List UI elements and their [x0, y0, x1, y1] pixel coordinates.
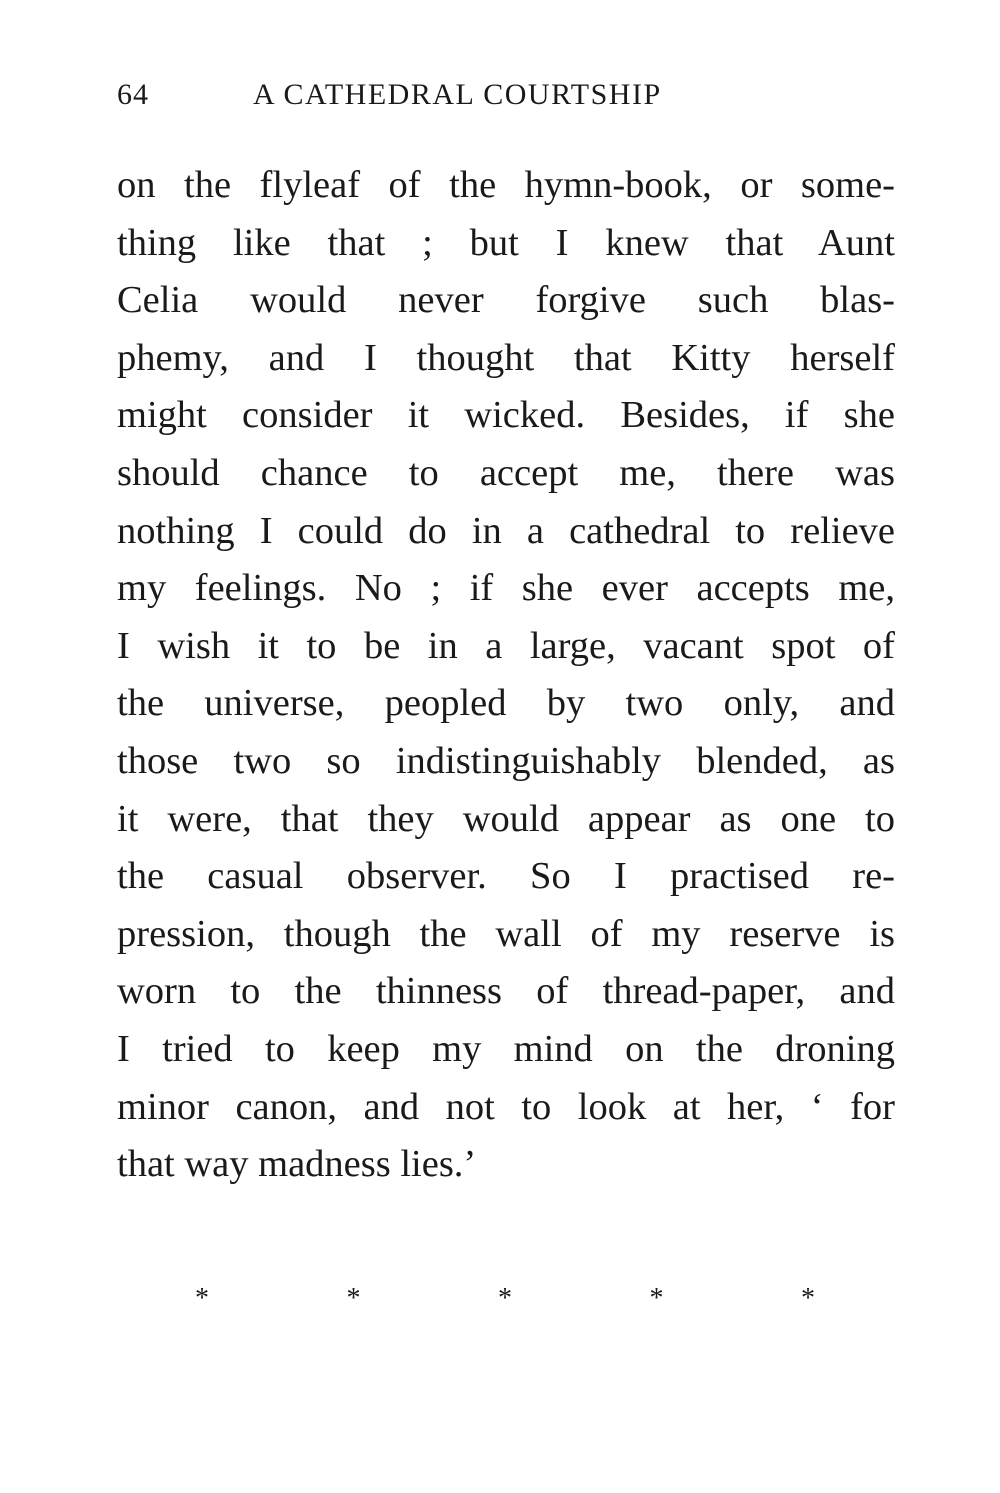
asterisk-ornament: * — [346, 1283, 361, 1314]
text-line: on the flyleaf of the hymn-book, or some- — [117, 164, 895, 206]
text-line: pression, though the wall of my reserve is — [117, 912, 895, 955]
text-line: those two so indistinguishably blended, as — [117, 739, 895, 782]
asterisk-ornament: * — [649, 1283, 664, 1314]
section-break-ornament — [190, 1283, 820, 1323]
text-line: should chance to accept me, there was — [117, 451, 895, 494]
page-number: 64 — [117, 78, 149, 111]
text-line: minor canon, and not to look at her, ‘ for — [117, 1085, 895, 1128]
asterisk-ornament: * — [195, 1283, 209, 1314]
text-line: might consider it wicked. Besides, if she — [117, 394, 895, 437]
text-line: my feelings. No ; if she ever accepts me, — [117, 567, 895, 610]
body-text — [117, 157, 895, 1194]
asterisk-ornament: * — [801, 1283, 815, 1314]
text-line: the casual observer. So I practised re- — [117, 855, 895, 898]
text-line: I wish it to be in a large, vacant spot of — [117, 624, 895, 667]
text-line: I tried to keep my mind on the droning — [117, 1027, 895, 1070]
text-line: worn to the thinness of thread-paper, and — [117, 970, 895, 1013]
asterisk-ornament: * — [498, 1283, 512, 1314]
text-line: phemy, and I thought that Kitty herself — [117, 336, 895, 379]
text-line: the universe, peopled by two only, and — [117, 682, 895, 725]
running-head — [117, 78, 897, 118]
text-line: it were, that they would appear as one to — [117, 797, 895, 840]
text-line: Celia would never forgive such blas- — [117, 279, 895, 322]
text-line: thing like that ; but I knew that Aunt — [117, 221, 895, 264]
running-title: A CATHEDRAL COURTSHIP — [253, 78, 662, 111]
text-line: nothing I could do in a cathedral to relieve — [117, 509, 895, 552]
text-line-last: that way madness lies.’ — [117, 1143, 477, 1186]
